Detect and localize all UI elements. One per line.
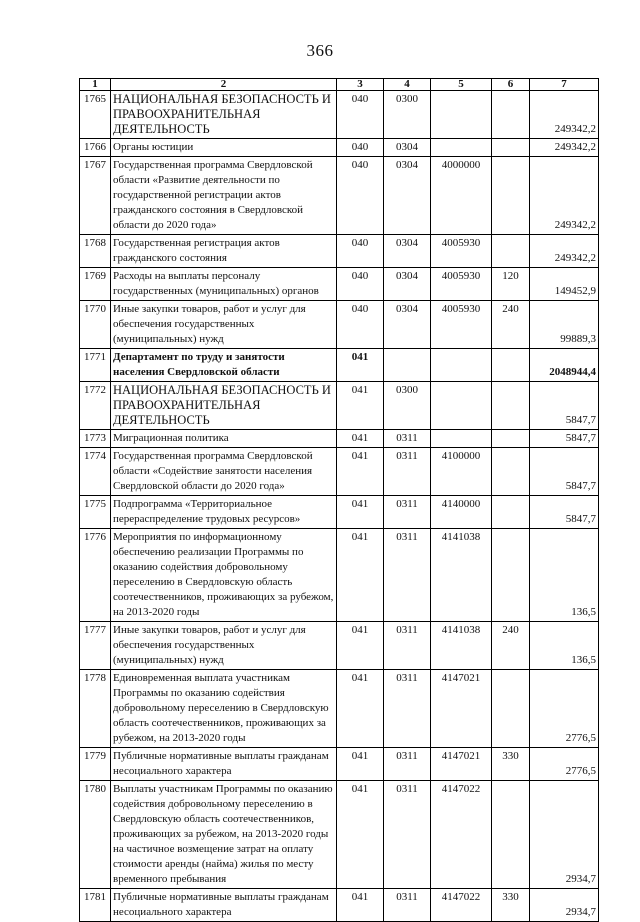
amount: 249342,2 [530, 235, 599, 268]
target-code: 4147021 [431, 748, 492, 781]
target-code: 4141038 [431, 622, 492, 670]
ministry-code: 041 [337, 349, 384, 382]
ministry-code: 041 [337, 529, 384, 622]
section-code: 0304 [384, 157, 431, 235]
amount: 136,5 [530, 529, 599, 622]
target-code: 4005930 [431, 268, 492, 301]
ministry-code: 041 [337, 670, 384, 748]
amount: 2776,5 [530, 748, 599, 781]
row-number: 1772 [80, 382, 111, 430]
expense-type-code: 120 [492, 268, 530, 301]
amount: 5847,7 [530, 448, 599, 496]
amount: 2934,7 [530, 781, 599, 889]
table-row [80, 670, 599, 748]
amount: 5847,7 [530, 496, 599, 529]
ministry-code: 041 [337, 448, 384, 496]
section-code: 0311 [384, 496, 431, 529]
row-number: 1776 [80, 529, 111, 622]
amount: 5847,7 [530, 430, 599, 448]
target-code: 4141038 [431, 529, 492, 622]
table-row [80, 349, 599, 382]
expense-type-code [492, 91, 530, 139]
expense-type-code [492, 139, 530, 157]
target-code: 4005930 [431, 235, 492, 268]
row-name: Иные закупки товаров, работ и услуг для обеспечения государственных (муниципальных) нужд [111, 301, 337, 349]
expense-type-code: 240 [492, 622, 530, 670]
expense-type-code [492, 382, 530, 430]
table-row [80, 529, 599, 622]
ministry-code: 041 [337, 889, 384, 922]
column-header: 6 [492, 79, 530, 91]
expense-type-code: 330 [492, 889, 530, 922]
section-code: 0304 [384, 268, 431, 301]
section-code: 0304 [384, 235, 431, 268]
table-row [80, 889, 599, 922]
amount: 99889,3 [530, 301, 599, 349]
section-code [384, 349, 431, 382]
target-code: 4100000 [431, 448, 492, 496]
target-code: 4147022 [431, 781, 492, 889]
section-code: 0311 [384, 529, 431, 622]
row-number: 1780 [80, 781, 111, 889]
amount: 2776,5 [530, 670, 599, 748]
row-name: Единовременная выплата участникам Программы по оказанию содействия добровольному переселению в Свердловскую область соотечественников, проживающих за рубежом, на 2013-2020 годы [111, 670, 337, 748]
row-name: Выплаты участникам Программы по оказанию содействия добровольному переселению в Свердловскую область соотечественников, проживающих за рубежом, на 2013-2020 годы на частичное возмещение затрат на оплату стоимости аренды (найма) жилья по месту временного пребывания [111, 781, 337, 889]
row-number: 1777 [80, 622, 111, 670]
section-code: 0311 [384, 781, 431, 889]
row-name: Публичные нормативные выплаты гражданам несоциального характера [111, 748, 337, 781]
ministry-code: 041 [337, 430, 384, 448]
table-header-row [80, 79, 599, 91]
row-name: Публичные нормативные выплаты гражданам несоциального характера [111, 889, 337, 922]
table-row [80, 235, 599, 268]
section-code: 0304 [384, 301, 431, 349]
row-number: 1767 [80, 157, 111, 235]
ministry-code: 041 [337, 382, 384, 430]
ministry-code: 040 [337, 91, 384, 139]
expense-type-code: 330 [492, 748, 530, 781]
column-header: 5 [431, 79, 492, 91]
expense-type-code [492, 448, 530, 496]
target-code [431, 139, 492, 157]
target-code: 4147021 [431, 670, 492, 748]
section-code: 0304 [384, 139, 431, 157]
ministry-code: 041 [337, 781, 384, 889]
target-code: 4000000 [431, 157, 492, 235]
expense-type-code [492, 349, 530, 382]
table-row [80, 496, 599, 529]
section-code: 0311 [384, 748, 431, 781]
row-name: НАЦИОНАЛЬНАЯ БЕЗОПАСНОСТЬ И ПРАВООХРАНИТЕЛЬНАЯ ДЕЯТЕЛЬНОСТЬ [111, 382, 337, 430]
row-number: 1773 [80, 430, 111, 448]
expense-type-code [492, 430, 530, 448]
row-number: 1775 [80, 496, 111, 529]
amount: 136,5 [530, 622, 599, 670]
table-row [80, 448, 599, 496]
expense-type-code [492, 157, 530, 235]
ministry-code: 041 [337, 748, 384, 781]
target-code: 4147022 [431, 889, 492, 922]
expense-type-code [492, 781, 530, 889]
expense-type-code: 240 [492, 301, 530, 349]
ministry-code: 040 [337, 268, 384, 301]
section-code: 0300 [384, 382, 431, 430]
expense-type-code [492, 235, 530, 268]
budget-table [79, 78, 599, 922]
column-header: 2 [111, 79, 337, 91]
row-name: Государственная программа Свердловской области «Содействие занятости населения Свердловской области до 2020 года» [111, 448, 337, 496]
ministry-code: 041 [337, 622, 384, 670]
section-code: 0311 [384, 889, 431, 922]
table-row [80, 139, 599, 157]
row-name: НАЦИОНАЛЬНАЯ БЕЗОПАСНОСТЬ И ПРАВООХРАНИТЕЛЬНАЯ ДЕЯТЕЛЬНОСТЬ [111, 91, 337, 139]
ministry-code: 040 [337, 301, 384, 349]
ministry-code: 040 [337, 235, 384, 268]
row-number: 1765 [80, 91, 111, 139]
row-number: 1779 [80, 748, 111, 781]
row-number: 1781 [80, 889, 111, 922]
row-number: 1770 [80, 301, 111, 349]
column-header: 1 [80, 79, 111, 91]
row-name: Государственная программа Свердловской области «Развитие деятельности по государственной регистрации актов гражданского состояния в Свердловской области до 2020 года» [111, 157, 337, 235]
row-number: 1771 [80, 349, 111, 382]
table-row [80, 748, 599, 781]
amount: 2048944,4 [530, 349, 599, 382]
expense-type-code [492, 529, 530, 622]
ministry-code: 041 [337, 496, 384, 529]
table-row [80, 91, 599, 139]
table-row [80, 301, 599, 349]
ministry-code: 040 [337, 157, 384, 235]
target-code [431, 382, 492, 430]
table-row [80, 622, 599, 670]
target-code [431, 91, 492, 139]
row-name: Органы юстиции [111, 139, 337, 157]
target-code [431, 430, 492, 448]
section-code: 0311 [384, 448, 431, 496]
amount: 249342,2 [530, 157, 599, 235]
amount: 249342,2 [530, 91, 599, 139]
row-name: Департамент по труду и занятости населения Свердловской области [111, 349, 337, 382]
row-name: Расходы на выплаты персоналу государственных (муниципальных) органов [111, 268, 337, 301]
expense-type-code [492, 670, 530, 748]
target-code: 4005930 [431, 301, 492, 349]
row-name: Государственная регистрация актов гражданского состояния [111, 235, 337, 268]
table-row [80, 157, 599, 235]
section-code: 0311 [384, 670, 431, 748]
row-number: 1778 [80, 670, 111, 748]
target-code: 4140000 [431, 496, 492, 529]
row-number: 1768 [80, 235, 111, 268]
page-number: 366 [306, 41, 334, 60]
column-header: 3 [337, 79, 384, 91]
row-number: 1769 [80, 268, 111, 301]
section-code: 0300 [384, 91, 431, 139]
row-number: 1766 [80, 139, 111, 157]
amount: 2934,7 [530, 889, 599, 922]
table-row [80, 268, 599, 301]
column-header: 4 [384, 79, 431, 91]
section-code: 0311 [384, 430, 431, 448]
row-name: Подпрограмма «Территориальное перераспределение трудовых ресурсов» [111, 496, 337, 529]
table-row [80, 781, 599, 889]
section-code: 0311 [384, 622, 431, 670]
row-number: 1774 [80, 448, 111, 496]
table-row [80, 382, 599, 430]
target-code [431, 349, 492, 382]
column-header: 7 [530, 79, 599, 91]
expense-type-code [492, 496, 530, 529]
table-row [80, 430, 599, 448]
amount: 249342,2 [530, 139, 599, 157]
amount: 5847,7 [530, 382, 599, 430]
ministry-code: 040 [337, 139, 384, 157]
row-name: Иные закупки товаров, работ и услуг для обеспечения государственных (муниципальных) нужд [111, 622, 337, 670]
amount: 149452,9 [530, 268, 599, 301]
row-name: Миграционная политика [111, 430, 337, 448]
row-name: Мероприятия по информационному обеспечению реализации Программы по оказанию содействия добровольному переселению в Свердловскую область соотечественников, проживающих за рубежом, на 2013-2020 годы [111, 529, 337, 622]
